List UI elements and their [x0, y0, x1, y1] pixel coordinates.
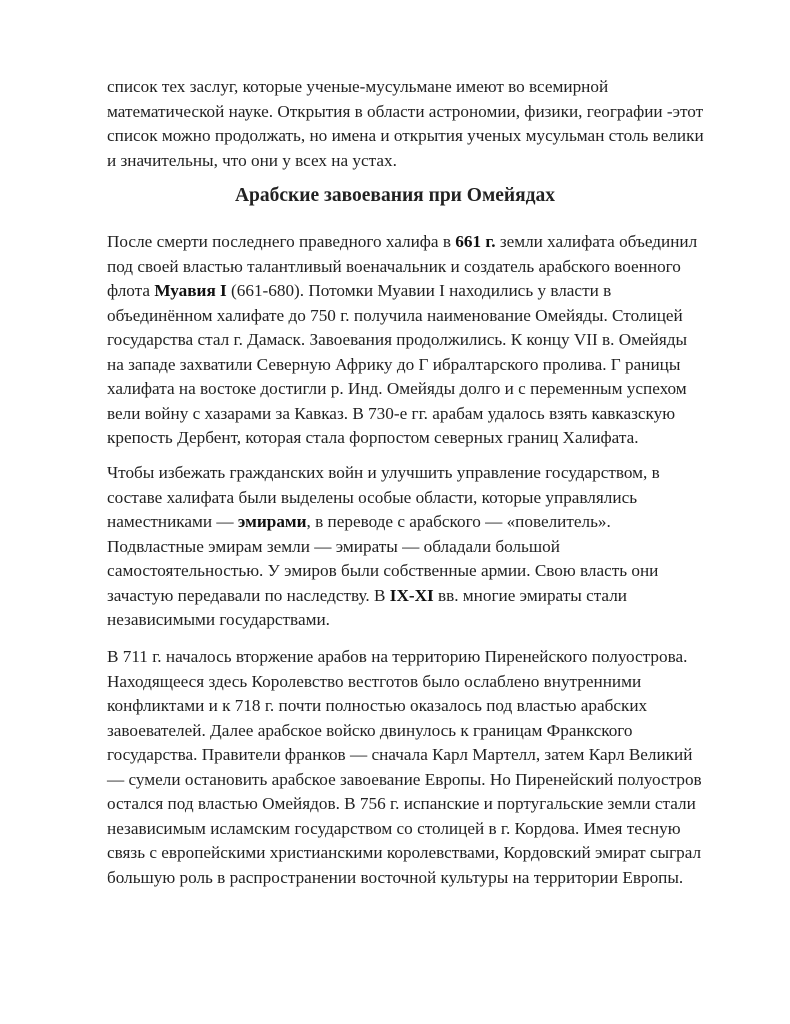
- text-line: [107, 149, 704, 174]
- text-line: [107, 100, 704, 125]
- paragraph-emirates: [107, 461, 660, 633]
- text-segment: После смерти последнего праведного халифа в: [107, 232, 456, 251]
- bold-text: эмирами: [237, 512, 307, 531]
- text-line: [107, 535, 660, 560]
- text-line: [107, 510, 660, 535]
- text-segment: — сумели остановить арабское завоевание Европы. Но Пиренейский полуостров: [107, 769, 702, 789]
- bold-text: 661 г.: [455, 232, 496, 251]
- text-line: [107, 353, 697, 378]
- bold-text: Муавия I: [154, 281, 227, 300]
- text-segment: список тех заслуг, которые ученые-мусульмане имеют во всемирной: [107, 77, 609, 96]
- text-line: [107, 841, 702, 866]
- text-segment: связь с европейскими христианскими королевствами, Кордовский эмират сыграл: [107, 843, 702, 862]
- paragraph-iberia: [107, 645, 702, 890]
- text-line: [107, 645, 702, 670]
- paragraph-umayyad-rise: [107, 230, 697, 451]
- text-line: [107, 426, 697, 451]
- text-line: [107, 255, 697, 280]
- text-line: [107, 719, 702, 744]
- text-segment: зачастую передавали по наследству. В: [107, 585, 390, 605]
- bold-text: IX-XI: [389, 585, 434, 605]
- text-segment: список можно продолжать, но имена и открытия ученых мусульман столь велики: [107, 126, 704, 145]
- text-line: [107, 584, 660, 609]
- text-segment: независимым исламским государством со столицей в г. Кордова. Имея тесную: [107, 818, 681, 838]
- text-line: [107, 124, 704, 149]
- text-segment: самостоятельностью. У эмиров были собственные армии. Свою власть они: [107, 561, 659, 580]
- text-line: [107, 486, 660, 511]
- text-segment: математической науке. Открытия в области астрономии, физики, географии -этот: [107, 101, 704, 121]
- text-segment: и значительны, что они у всех на устах.: [107, 150, 397, 170]
- text-segment: халифата на востоке достигли р. Инд. Омейяды долго и с переменным успехом: [107, 379, 687, 398]
- text-segment: вв. многие эмираты стали: [433, 585, 627, 605]
- text-line: [107, 817, 702, 842]
- text-line: [107, 694, 702, 719]
- text-segment: флота: [107, 281, 155, 300]
- section-heading: Арабские завоевания при Омейядах: [234, 185, 556, 206]
- paragraph-intro: [107, 75, 704, 173]
- text-segment: Подвластные эмирам земли — эмираты — обладали большой: [107, 536, 560, 556]
- text-segment: большую роль в распространении восточной культуры на территории Европы.: [107, 867, 684, 887]
- text-segment: Чтобы избежать гражданских войн и улучшить управление государством, в: [107, 463, 660, 482]
- text-line: [107, 792, 702, 817]
- text-line: [107, 230, 697, 255]
- text-line: [107, 743, 702, 768]
- text-segment: крепость Дербент, которая стала форпостом северных границ Халифата.: [107, 428, 639, 447]
- text-segment: (661-680). Потомки Муавии I находились у власти в: [226, 281, 612, 300]
- text-line: [107, 279, 697, 304]
- text-line: [107, 670, 702, 695]
- text-segment: на западе захватили Северную Африку до Г ибралтарского пролива. Г раницы: [107, 354, 681, 374]
- text-line: [107, 304, 697, 329]
- text-segment: составе халифата были выделены особые области, которые управлялись: [107, 487, 638, 507]
- text-segment: государства стал г. Дамаск. Завоевания продолжились. К концу VII в. Омейяды: [107, 330, 688, 349]
- text-line: [107, 377, 697, 402]
- text-segment: завоевателей. Далее арабское войско двинулось к границам Франкского: [107, 720, 633, 740]
- text-segment: , в переводе с арабского — «повелитель».: [306, 512, 611, 531]
- text-line: [107, 768, 702, 793]
- text-segment: вели войну с хазарами за Кавказ. В 730-е гг. арабам удалось взять кавказскую: [107, 403, 676, 423]
- text-segment: В 711 г. началось вторжение арабов на территорию Пиренейского полуострова.: [107, 647, 688, 666]
- text-segment: независимыми государствами.: [107, 610, 330, 629]
- text-line: [107, 328, 697, 353]
- text-line: [107, 461, 660, 486]
- text-segment: под своей властью талантливый военачальник и создатель арабского военного: [107, 256, 681, 276]
- text-segment: государства. Правители франков — сначала Карл Мартелл, затем Карл Великий: [107, 745, 693, 764]
- text-segment: остался под властью Омейядов. В 756 г. испанские и португальские земли стали: [107, 794, 696, 813]
- text-line: [107, 559, 660, 584]
- text-segment: объединённом халифате до 750 г. получила наименование Омейяды. Столицей: [107, 305, 683, 325]
- text-segment: земли халифата объединил: [495, 232, 698, 251]
- text-line: [107, 402, 697, 427]
- text-segment: Находящееся здесь Королевство вестготов было ослаблено внутренними: [107, 671, 642, 691]
- text-line: [107, 608, 660, 633]
- text-segment: наместниками —: [107, 512, 238, 531]
- text-line: [107, 866, 702, 891]
- text-line: [107, 75, 704, 100]
- text-segment: конфликтами и к 718 г. почти полностью оказалось под властью арабских: [107, 696, 648, 715]
